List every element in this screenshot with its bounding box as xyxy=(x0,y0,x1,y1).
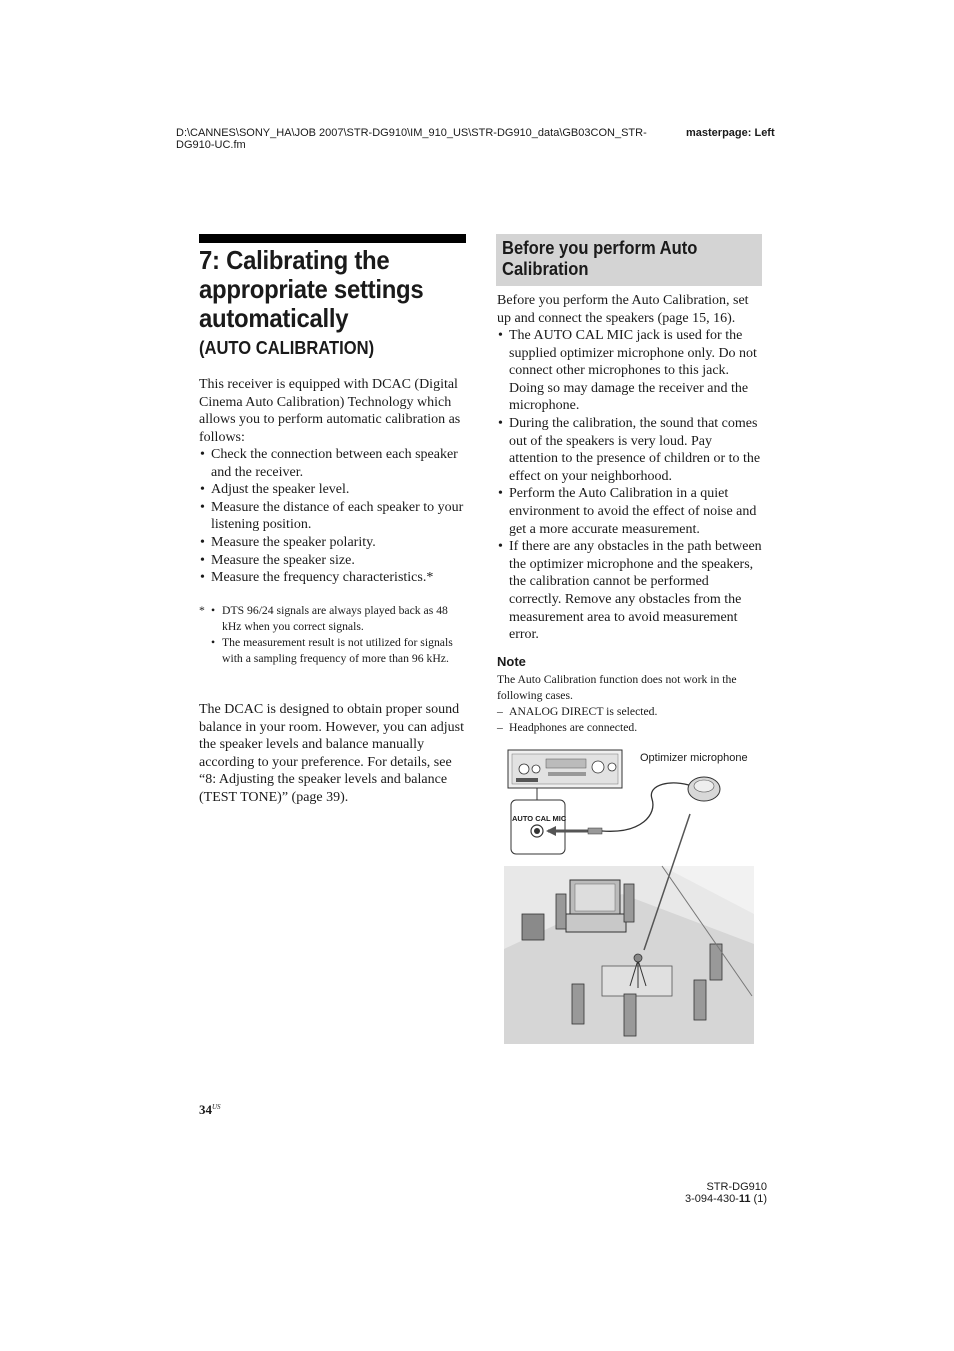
note-text: The Auto Calibration function does not work in the following cases. xyxy=(497,673,737,702)
note-heading: Note xyxy=(497,654,526,669)
part-suffix: (1) xyxy=(750,1193,767,1205)
title-rule xyxy=(199,234,466,243)
list-item: • During the calibration, the sound that comes out of the speakers is very loud. Pay attention to the presence of children or to the effect on your neighborhood. xyxy=(497,415,764,485)
part-bold: 11 xyxy=(738,1193,751,1205)
before-intro-paragraph: Before you perform the Auto Calibration, set up and connect the speakers (page 15, 16). xyxy=(497,293,749,326)
page-number xyxy=(199,1102,221,1118)
footnote-item: • DTS 96/24 signals are always played back as 48 kHz when you correct signals. xyxy=(210,603,466,635)
plug-icon xyxy=(588,828,602,834)
page-number-value: 34 xyxy=(199,1102,212,1117)
model-name: STR-DG910 xyxy=(706,1181,767,1193)
section-title: Before you perform Auto Calibration xyxy=(502,238,698,279)
list-item: – ANALOG DIRECT is selected. xyxy=(497,704,764,720)
jack-label: AUTO CAL MIC xyxy=(512,814,567,823)
list-item: • If there are any obstacles in the path between the optimizer microphone and the speakers, the calibration cannot be performed correctly. Remove any obstacles from the measurement area to avoid measurement error. xyxy=(497,538,764,644)
list-item: – Headphones are connected. xyxy=(497,720,764,736)
list-item: • Check the connection between each speaker and the receiver. xyxy=(199,446,466,481)
list-item: • Measure the speaker polarity. xyxy=(199,534,466,552)
part-number xyxy=(600,1193,767,1205)
list-item: • Perform the Auto Calibration in a quiet environment to avoid the effect of noise and get a more accurate measurement. xyxy=(497,485,764,538)
microphone-icon xyxy=(688,777,720,801)
page-subtitle: (AUTO CALIBRATION) xyxy=(199,338,375,358)
dcac-paragraph: The DCAC is designed to obtain proper sound balance in your room. However, you can adjust the speaker levels and balance manually according to your preference. For details, see “8: Adjusting the speaker levels and balance (TEST TONE)” (page 39). xyxy=(199,702,464,805)
intro-paragraph: This receiver is equipped with DCAC (Digital Cinema Auto Calibration) Technology which allows you to perform automatic calibration as follows: xyxy=(199,377,461,445)
page-suffix: US xyxy=(212,1103,221,1111)
header-file-path: D:\CANNES\SONY_HA\JOB 2007\STR-DG910\IM_910_US\STR-DG910_data\GB03CON_STR-DG910-UC.fm xyxy=(176,127,647,151)
cable xyxy=(602,783,692,831)
section-heading-box xyxy=(496,234,762,286)
list-item: • Adjust the speaker level. xyxy=(199,481,466,499)
list-item: • The AUTO CAL MIC jack is used for the supplied optimizer microphone only. Do not connect other microphones to this jack. Doing so may damage the receiver and the microphone. xyxy=(497,327,764,415)
footnote-item: • The measurement result is not utilized for signals with a sampling frequency of more than 96 kHz. xyxy=(210,635,466,667)
footnote xyxy=(199,603,466,667)
model-info xyxy=(600,1181,767,1205)
receiver-icon xyxy=(508,750,622,788)
microphone-label: Optimizer microphone xyxy=(640,752,748,764)
list-item: • Measure the frequency characteristics.* xyxy=(199,569,466,587)
precaution-list xyxy=(497,327,764,644)
list-item: • Measure the distance of each speaker to your listening position. xyxy=(199,499,466,534)
note-case-list xyxy=(497,704,764,736)
page-title: 7: Calibrating the appropriate settings automatically xyxy=(199,245,424,333)
part-prefix: 3-094-430- xyxy=(685,1193,739,1205)
room-scene xyxy=(504,866,754,1044)
header-masterpage: masterpage: Left xyxy=(686,127,775,139)
footnote-marker: * xyxy=(199,604,205,617)
calibration-illustration xyxy=(502,744,762,1046)
list-item: • Measure the speaker size. xyxy=(199,552,466,570)
feature-list xyxy=(199,446,466,587)
